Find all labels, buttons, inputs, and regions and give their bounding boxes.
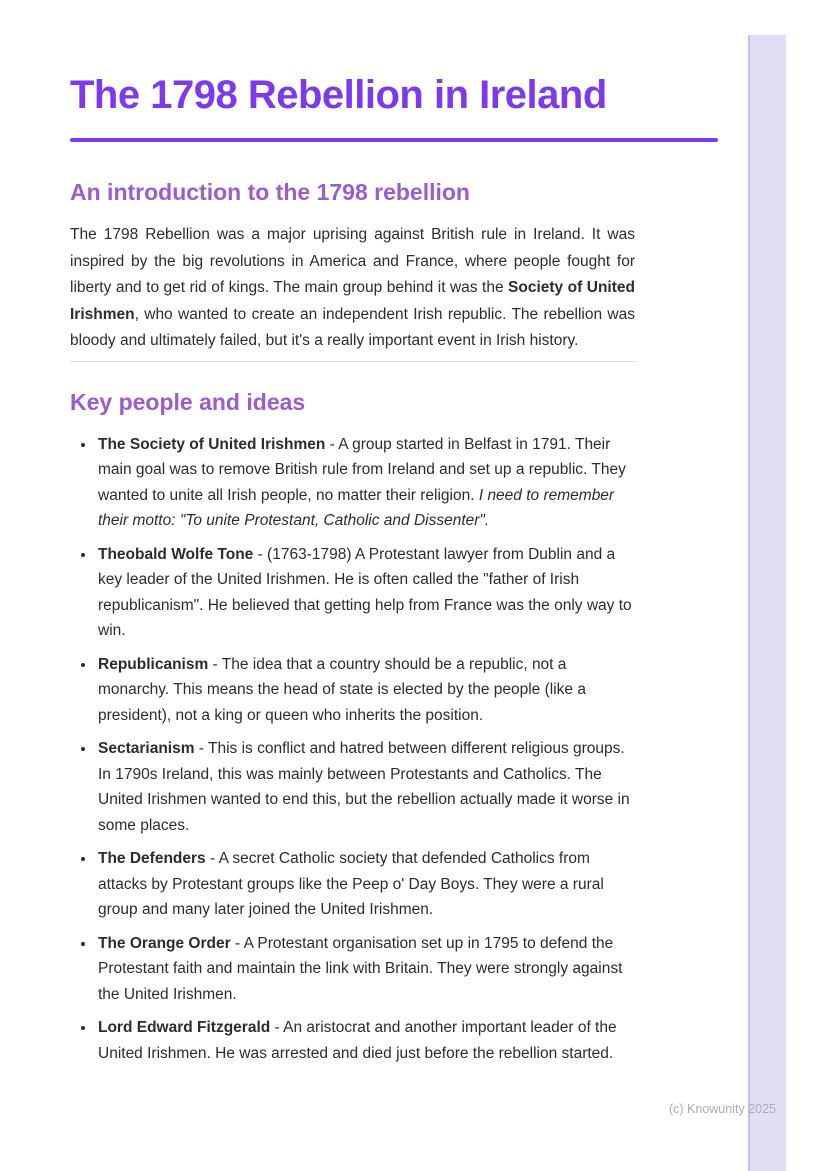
list-item-orange-order xyxy=(96,931,635,1008)
term-description: - An aristocrat and another important leader of the United Irishmen. He was arrested and died just before the rebellion started. xyxy=(98,1019,617,1062)
section-divider xyxy=(70,361,635,362)
intro-text-bold: Society of United Irishmen xyxy=(70,279,635,323)
term-label: The Defenders xyxy=(98,850,206,867)
key-people-list xyxy=(70,432,635,1067)
title-underline-rule xyxy=(70,138,718,142)
term-label: Republicanism xyxy=(98,655,209,673)
term-description: - A secret Catholic society that defended Catholics from attacks by Protestant groups like the Peep o' Day Boys. They were a rural group and many later joined the United Irishmen. xyxy=(98,850,604,918)
list-item-united-irishmen xyxy=(96,432,635,534)
term-label: The Society of United Irishmen xyxy=(98,435,326,453)
list-item-fitzgerald xyxy=(96,1015,635,1066)
term-description: - A group started in Belfast in 1791. Their main goal was to remove British rule from Ireland and set up a republic. They wanted to unite all Irish people, no matter their religion. xyxy=(98,435,626,504)
list-item-defenders xyxy=(96,846,635,923)
term-description: - (1763-1798) A Protestant lawyer from Dublin and a key leader of the United Irishmen. He is often called the "father of Irish republicanism". He believed that getting help from France was the only way to win. xyxy=(98,545,632,639)
intro-text-end: , who wanted to create an independent Irish republic. The rebellion was bloody and ultimately failed, but it's a really important event in Irish history. xyxy=(70,305,635,349)
term-label: Theobald Wolfe Tone xyxy=(98,545,254,563)
intro-paragraph xyxy=(70,222,635,355)
section-heading-introduction: An introduction to the 1798 rebellion xyxy=(70,179,470,205)
term-label: The Orange Order xyxy=(98,934,231,952)
watermark: (c) Knowunity 2025 xyxy=(668,1102,776,1116)
section-heading-key-people: Key people and ideas xyxy=(70,388,306,415)
term-label: Sectarianism xyxy=(98,740,195,757)
right-accent-strip xyxy=(748,35,786,1171)
page-title: The 1798 Rebellion in Ireland xyxy=(70,73,607,117)
term-description: - A Protestant organisation set up in 1795 to defend the Protestant faith and maintain the link with Britain. They were strongly against the United Irishmen. xyxy=(98,934,623,1003)
term-description: - This is conflict and hatred between different religious groups. In 1790s Ireland, this was mainly between Protestants and Catholics. The United Irishmen wanted to end this, but the rebellion actually made it worse in some places. xyxy=(98,740,630,834)
list-item-wolfe-tone xyxy=(96,542,635,644)
list-item-sectarianism xyxy=(96,736,635,838)
term-label: Lord Edward Fitzgerald xyxy=(98,1019,271,1036)
term-note-italic: I need to remember their motto: "To unite Protestant, Catholic and Dissenter". xyxy=(98,486,615,529)
term-description: - The idea that a country should be a republic, not a monarchy. This means the head of state is elected by the people (like a president), not a king or queen who inherits the position. xyxy=(98,655,586,724)
list-item-republicanism xyxy=(96,652,635,729)
intro-text-start: The 1798 Rebellion was a major uprising against British rule in Ireland. It was inspired by the big revolutions in America and France, where people fought for liberty and to get rid of kings. The main group behind it was the xyxy=(70,226,635,296)
content-area xyxy=(70,72,635,1074)
